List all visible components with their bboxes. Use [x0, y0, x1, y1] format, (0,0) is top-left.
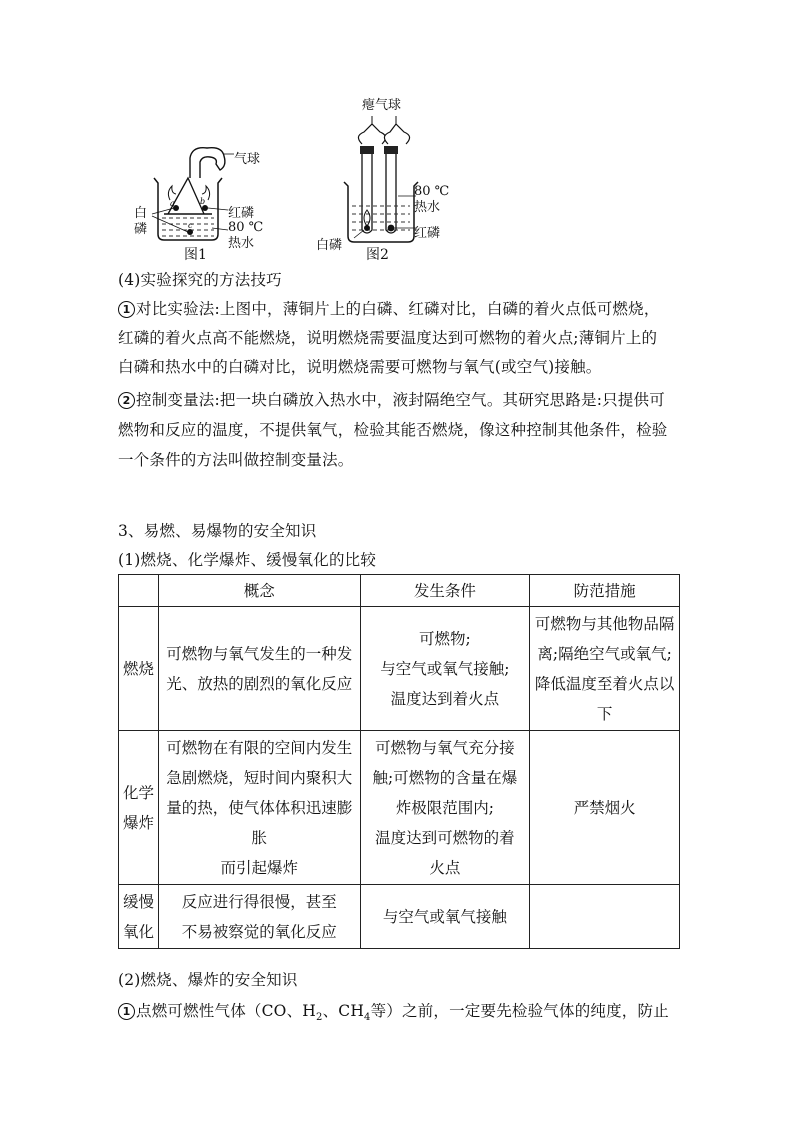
circled-number: 2: [118, 392, 135, 409]
section4-p2-line3: 一个条件的方法叫做控制变量法。: [118, 451, 354, 469]
comparison-table: [118, 574, 680, 949]
table-header-cell: [119, 575, 159, 607]
table-header-row: [119, 575, 680, 607]
row-condition: 可燃物; 与空气或氧气接触; 温度达到着火点: [360, 607, 530, 731]
fig2-red-phosphorus-label: 红磷: [414, 226, 441, 241]
fig2-caption: 图2: [366, 247, 389, 263]
circled-number: 1: [118, 301, 135, 318]
fig1-white-phosphorus-label: 白 磷: [134, 206, 148, 237]
table-row: [119, 885, 680, 949]
row-prevention: [530, 885, 680, 949]
svg-text:a: a: [170, 199, 175, 208]
section4-p2-line1: 2 控制变量法:把一块白磷放入热水中，液封隔绝空气。其研究思路是:只提供可: [118, 388, 665, 410]
table-row: [119, 731, 680, 885]
section4-p1-line2: 红磷的着火点高不能燃烧，说明燃烧需要温度达到可燃物的着火点;薄铜片上的: [118, 329, 658, 347]
fig1-hot-water-label: 80 ℃ 热水: [228, 220, 264, 251]
section4-heading: (4)实验探究的方法技巧: [118, 271, 282, 289]
row-concept: 可燃物与氧气发生的一种发 光、放热的剧烈的氧化反应: [158, 607, 360, 731]
safety-heading: (2)燃烧、爆炸的安全知识: [118, 971, 298, 989]
row-concept: 可燃物在有限的空间内发生 急剧燃烧，短时间内聚积大 量的热，使气体体积迅速膨 胀 而引起爆炸: [158, 731, 360, 885]
section3-heading: 3、易燃、易爆物的安全知识: [118, 522, 317, 540]
section4-p2-line2: 燃物和反应的温度，不提供氧气，检验其能否燃烧，像这种控制其他条件，检验: [118, 421, 668, 439]
table-header-cell: 防范措施: [530, 575, 680, 607]
table-header-cell: 概念: [158, 575, 360, 607]
row-prevention: 可燃物与其他物品隔 离;隔绝空气或氧气; 降低温度至着火点以 下: [530, 607, 680, 731]
fig2-balloon-label: 瘪气球: [362, 98, 402, 113]
fig2-white-phosphorus-label: 白磷: [316, 238, 343, 253]
row-prevention: 严禁烟火: [530, 731, 680, 885]
fig1-balloon-label: 气球: [234, 152, 261, 167]
circled-number: 1: [118, 1003, 135, 1020]
fig2-hot-water-label: 80 ℃ 热水: [414, 184, 450, 215]
row-condition: 可燃物与氧气充分接 触;可燃物的含量在爆 炸极限范围内; 温度达到可燃物的着 火点: [360, 731, 530, 885]
svg-text:b: b: [200, 197, 206, 206]
section4-p1-line1: 1 对比实验法:上图中，薄铜片上的白磷、红磷对比，白磷的着火点低可燃烧，: [118, 297, 660, 319]
row-name: 缓慢 氧化: [119, 885, 159, 949]
row-concept: 反应进行得很慢，甚至 不易被察觉的氧化反应: [158, 885, 360, 949]
table-header-cell: 发生条件: [360, 575, 530, 607]
safety-p1-line1: 1 点燃可燃性气体（CO、$H_2$、$CH_4$等）之前，一定要先检验气体的纯度，防止: [118, 999, 669, 1023]
section3-subheading: (1)燃烧、化学爆炸、缓慢氧化的比较: [118, 551, 377, 569]
table-row: [119, 607, 680, 731]
row-condition: 与空气或氧气接触: [360, 885, 530, 949]
svg-text:c: c: [188, 221, 193, 230]
row-name: 燃烧: [119, 607, 159, 731]
fig1-caption: 图1: [184, 247, 207, 263]
fig1-red-phosphorus-label: 红磷: [228, 206, 255, 221]
row-name: 化学 爆炸: [119, 731, 159, 885]
section4-p1-line3: 白磷和热水中的白磷对比，说明燃烧需要可燃物与氧气(或空气)接触。: [118, 358, 602, 376]
